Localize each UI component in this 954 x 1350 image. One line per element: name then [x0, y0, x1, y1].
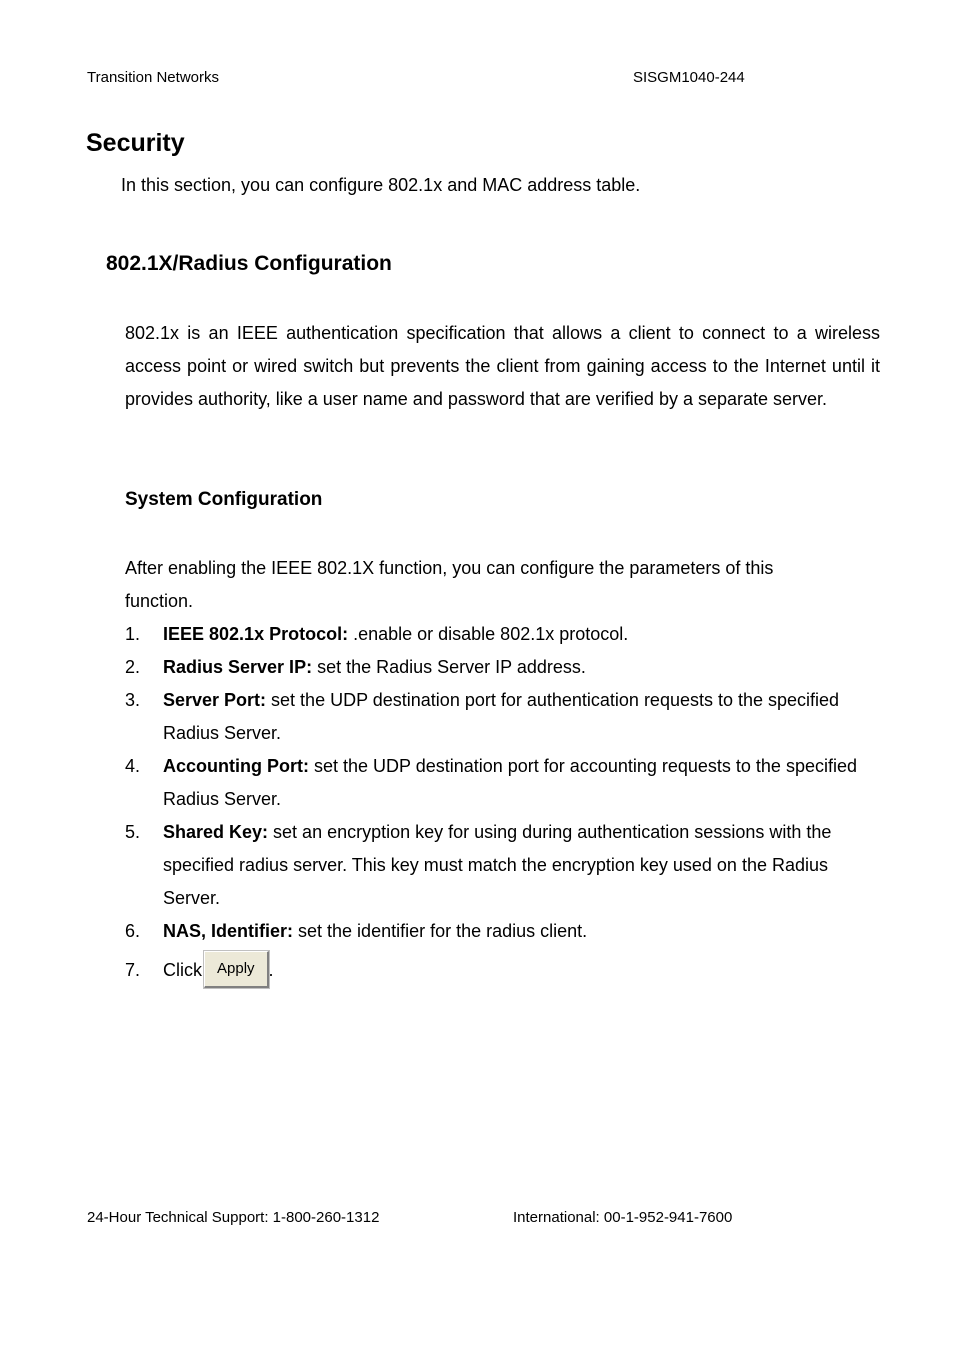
apply-button[interactable]: Apply	[204, 951, 269, 988]
list-item	[125, 750, 882, 816]
step-label: Shared Key:	[163, 822, 269, 842]
steps-list	[125, 618, 882, 988]
list-item	[125, 915, 882, 948]
list-item	[125, 684, 882, 750]
step-number: 2.	[125, 657, 141, 677]
list-item	[125, 816, 882, 915]
subsection-heading: System Configuration	[125, 489, 323, 510]
list-item	[125, 954, 882, 988]
step-label: Accounting Port:	[163, 756, 309, 776]
step-text: set the UDP destination port for authentication requests to the specified Radius Server.	[163, 690, 840, 743]
list-item	[125, 618, 882, 651]
step-label: IEEE 802.1x Protocol:	[163, 624, 349, 644]
section-heading: 802.1X/Radius Configuration	[106, 252, 392, 275]
header-company: Transition Networks	[87, 69, 219, 86]
footer-support: 24-Hour Technical Support: 1-800-260-1312	[87, 1209, 380, 1226]
intro-text: In this section, you can configure 802.1x and MAC address table.	[121, 175, 641, 195]
step-number: 7.	[125, 960, 141, 980]
step-label: Server Port:	[163, 690, 267, 710]
header-model: SISGM1040-244	[633, 69, 745, 86]
step-text: set an encryption key for using during authentication sessions with the specified radius server. This key must match the encryption key used on the Radius Server.	[163, 822, 832, 908]
subsection-paragraph: After enabling the IEEE 802.1X function, you can configure the parameters of this function.	[125, 558, 774, 611]
step-number: 3.	[125, 690, 141, 710]
step-text: set the UDP destination port for accounting requests to the specified Radius Server.	[163, 756, 857, 809]
step-suffix: .	[268, 960, 274, 980]
step-text: .enable or disable 802.1x protocol.	[348, 624, 629, 644]
step-label: NAS, Identifier:	[163, 921, 294, 941]
step-number: 4.	[125, 756, 141, 776]
step-click-text: Click	[163, 960, 202, 980]
step-text: set the identifier for the radius client.	[293, 921, 588, 941]
footer-international: International: 00-1-952-941-7600	[513, 1209, 733, 1226]
step-number: 5.	[125, 822, 141, 842]
step-text: set the Radius Server IP address.	[312, 657, 586, 677]
step-label: Radius Server IP:	[163, 657, 313, 677]
step-number: 1.	[125, 624, 141, 644]
list-item	[125, 651, 882, 684]
section-paragraph: 802.1x is an IEEE authentication specification that allows a client to connect to a wireless access point or wired switch but prevents the client from gaining access to the Internet until it provides authority, like a user name and password that are verified by a separate server.	[125, 323, 880, 409]
step-number: 6.	[125, 921, 141, 941]
page-title: Security	[86, 129, 185, 157]
